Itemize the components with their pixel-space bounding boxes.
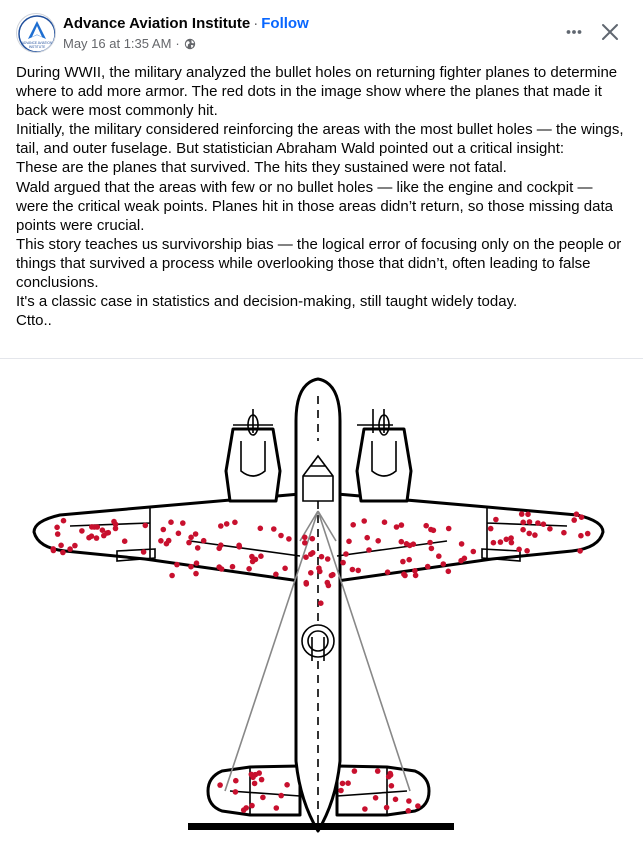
svg-text:INSTITUTE: INSTITUTE xyxy=(28,45,46,49)
bullet-hole xyxy=(143,523,149,529)
bullet-hole xyxy=(278,793,284,799)
bullet-hole xyxy=(195,545,201,551)
bullet-hole xyxy=(233,789,239,795)
bullet-hole xyxy=(169,573,175,579)
right-tailplane xyxy=(337,766,429,815)
right-engine xyxy=(357,429,411,501)
left-wing xyxy=(34,494,300,581)
bullet-hole xyxy=(310,550,316,556)
bullet-hole xyxy=(382,519,388,525)
bullet-hole xyxy=(340,560,346,566)
post-paragraph: These are the planes that survived. The hits they sustained were not fatal. xyxy=(16,159,507,177)
post-image[interactable] xyxy=(0,358,643,844)
bullet-hole xyxy=(427,540,433,546)
bullet-hole xyxy=(259,777,265,783)
meta-separator: · xyxy=(175,36,180,51)
bullet-hole xyxy=(286,536,292,542)
survivorship-bias-plane-diagram xyxy=(0,359,643,844)
bullet-hole xyxy=(58,543,64,549)
bullet-hole xyxy=(303,554,309,560)
bullet-hole xyxy=(122,538,128,544)
bullet-hole xyxy=(246,566,252,572)
bullet-hole xyxy=(429,546,435,552)
bullet-hole xyxy=(406,557,412,563)
bullet-hole xyxy=(302,535,308,541)
bullet-hole xyxy=(471,549,477,555)
bullet-hole xyxy=(446,526,452,532)
bullet-hole xyxy=(406,798,412,804)
bullet-hole xyxy=(362,806,368,812)
bullet-hole xyxy=(193,571,199,577)
bullet-hole xyxy=(258,553,264,559)
bullet-hole xyxy=(92,524,98,530)
bullet-hole xyxy=(67,546,73,552)
bullet-hole xyxy=(318,600,324,606)
bullet-hole xyxy=(237,544,243,550)
globe-icon[interactable] xyxy=(184,38,196,50)
bullet-hole xyxy=(326,583,332,589)
bullet-hole xyxy=(532,532,538,538)
bullet-hole xyxy=(201,538,207,544)
close-button[interactable] xyxy=(596,18,624,46)
bullet-hole xyxy=(233,778,239,784)
bullet-hole xyxy=(113,526,119,532)
svg-text:ADVANCE AVIATION: ADVANCE AVIATION xyxy=(21,41,53,45)
bullet-hole xyxy=(441,561,447,567)
bullet-hole xyxy=(271,526,277,532)
post-meta xyxy=(63,35,196,52)
bullet-hole xyxy=(415,803,421,809)
bullet-hole xyxy=(168,519,174,525)
bullet-hole xyxy=(106,530,112,536)
bullet-hole xyxy=(488,526,494,532)
more-options-button[interactable] xyxy=(560,18,588,46)
bullet-hole xyxy=(60,550,66,556)
post-timestamp[interactable]: May 16 at 1:35 AM xyxy=(63,36,172,51)
bullet-hole xyxy=(571,517,577,523)
bullet-hole xyxy=(524,548,530,554)
bullet-hole xyxy=(72,543,78,549)
post-text xyxy=(16,63,628,330)
institute-logo xyxy=(17,14,56,53)
name-separator: · xyxy=(253,15,259,32)
bullet-hole xyxy=(384,805,390,811)
bullet-hole xyxy=(176,531,182,537)
bullet-hole xyxy=(217,782,223,788)
bullet-hole xyxy=(55,531,61,537)
bullet-hole xyxy=(459,541,465,547)
bullet-hole xyxy=(350,567,356,573)
post-header xyxy=(0,0,643,62)
bullet-hole xyxy=(253,557,259,563)
bullet-hole xyxy=(224,521,230,527)
bullet-hole xyxy=(325,556,331,562)
bullet-hole xyxy=(273,572,279,578)
bullet-hole xyxy=(399,539,405,545)
bullet-hole xyxy=(458,558,464,564)
bullet-hole xyxy=(394,524,400,530)
bullet-hole xyxy=(520,527,526,533)
post-paragraph: During WWII, the military analyzed the bullet holes on returning fighter planes to determine where to add more armor. The red dots in the image show where the planes that made it back were most commonly hit. xyxy=(16,64,618,120)
left-engine xyxy=(226,429,280,501)
bullet-hole xyxy=(413,573,419,579)
bullet-hole xyxy=(355,568,361,574)
bullet-hole xyxy=(218,523,224,529)
bullet-hole xyxy=(180,520,186,526)
bullet-hole xyxy=(361,518,367,524)
bullet-hole xyxy=(343,551,349,557)
bullet-hole xyxy=(166,538,172,544)
bullet-hole xyxy=(350,522,356,528)
bullet-hole xyxy=(308,570,314,576)
bullet-hole xyxy=(393,797,399,803)
bullet-hole xyxy=(141,549,147,555)
bullet-hole xyxy=(519,511,525,517)
page-name[interactable]: Advance Aviation Institute xyxy=(63,15,251,32)
bullet-hole xyxy=(526,531,532,537)
bullet-hole xyxy=(345,780,351,786)
bullet-hole xyxy=(423,523,429,529)
bullet-hole xyxy=(561,530,567,536)
bullet-hole xyxy=(161,527,167,533)
bullet-hole xyxy=(158,538,164,544)
bullet-hole xyxy=(94,535,100,541)
post-paragraph: Wald argued that the areas with few or no bullet holes — like the engine and cockpit — were the critical weak points. Planes hit in those areas didn’t return, so those missing data points were crucial. xyxy=(16,178,613,234)
name-line xyxy=(63,14,309,33)
bullet-hole xyxy=(260,795,266,801)
bullet-hole xyxy=(51,548,57,554)
bullet-hole xyxy=(385,569,391,575)
bullet-hole xyxy=(504,537,510,543)
bullet-hole xyxy=(579,514,585,520)
bullet-hole xyxy=(431,528,437,534)
bullet-hole xyxy=(194,560,200,566)
bullet-hole xyxy=(249,803,255,809)
bullet-hole xyxy=(352,768,358,774)
bullet-hole xyxy=(241,807,247,813)
bullet-hole xyxy=(498,539,504,545)
bullet-hole xyxy=(574,511,580,517)
bullet-hole xyxy=(54,525,60,531)
bullet-hole xyxy=(491,540,497,546)
bullet-hole xyxy=(389,783,395,789)
right-wing xyxy=(337,494,603,581)
post-paragraph: Ctto.. xyxy=(16,312,52,330)
bullet-hole xyxy=(186,540,192,546)
bullet-hole xyxy=(520,520,526,526)
close-icon xyxy=(596,18,624,46)
bullet-hole xyxy=(525,512,531,518)
more-horizontal-icon xyxy=(560,18,588,46)
bullet-hole xyxy=(278,533,284,539)
bullet-hole xyxy=(219,566,225,572)
bullet-hole xyxy=(302,540,308,546)
bullet-hole xyxy=(527,519,533,525)
bullet-hole xyxy=(310,536,316,542)
bullet-hole xyxy=(425,564,431,570)
bullet-hole xyxy=(407,543,413,549)
bullet-hole xyxy=(493,517,499,523)
bullet-hole xyxy=(284,782,290,788)
bullet-hole xyxy=(79,528,85,534)
bullet-hole xyxy=(585,531,591,537)
post-paragraph: It's a classic case in statistics and decision-making, still taught widely today. xyxy=(16,293,518,311)
post-paragraph: Initially, the military considered reinforcing the areas with the most bullet holes — the wings, tail, and outer fuselage. But statistician Abraham Wald pointed out a critical insight: xyxy=(16,121,624,158)
follow-button[interactable]: Follow xyxy=(261,15,309,32)
bullet-hole xyxy=(406,808,412,814)
bullet-hole xyxy=(366,547,372,553)
post-paragraph: This story teaches us survivorship bias — the logical error of focusing only on the people or things that survived a process while overlooking those that didn’t, often leading to false conclusions. xyxy=(16,235,622,292)
bullet-hole xyxy=(86,535,92,541)
bullet-hole xyxy=(373,795,379,801)
bullet-hole xyxy=(252,781,258,787)
bullet-hole xyxy=(578,533,584,539)
bullet-hole xyxy=(174,562,180,568)
bullet-hole xyxy=(230,564,236,570)
bullet-hole xyxy=(193,531,199,537)
bullet-hole xyxy=(402,573,408,579)
bullet-hole xyxy=(188,535,194,541)
bullet-hole xyxy=(399,522,405,528)
bullet-hole xyxy=(436,553,442,559)
bullet-hole xyxy=(61,518,67,524)
bullet-hole xyxy=(516,547,522,553)
bullet-hole xyxy=(535,520,541,526)
page-avatar[interactable] xyxy=(16,13,56,53)
bullet-hole xyxy=(303,580,309,586)
bullet-hole xyxy=(100,527,106,533)
bullet-hole xyxy=(577,548,583,554)
bullet-hole xyxy=(346,539,352,545)
bullet-hole xyxy=(446,569,452,575)
bullet-hole xyxy=(218,542,224,548)
bullet-hole xyxy=(282,566,288,572)
bullet-hole xyxy=(330,572,336,578)
bullet-hole xyxy=(338,788,344,794)
bullet-hole xyxy=(258,526,264,532)
bullet-hole xyxy=(508,535,514,541)
bullet-hole xyxy=(386,774,392,780)
bullet-hole xyxy=(547,526,553,532)
bullet-hole xyxy=(232,520,238,526)
bullet-hole xyxy=(340,781,346,787)
bullet-hole xyxy=(188,564,194,570)
bullet-hole xyxy=(319,554,325,560)
bullet-hole xyxy=(316,565,322,571)
bullet-hole xyxy=(541,521,547,527)
bullet-hole xyxy=(375,538,381,544)
bullet-hole xyxy=(375,768,381,774)
bullet-hole xyxy=(364,535,370,541)
bullet-hole xyxy=(400,559,406,565)
bullet-hole xyxy=(274,805,280,811)
bullet-hole xyxy=(253,772,259,778)
